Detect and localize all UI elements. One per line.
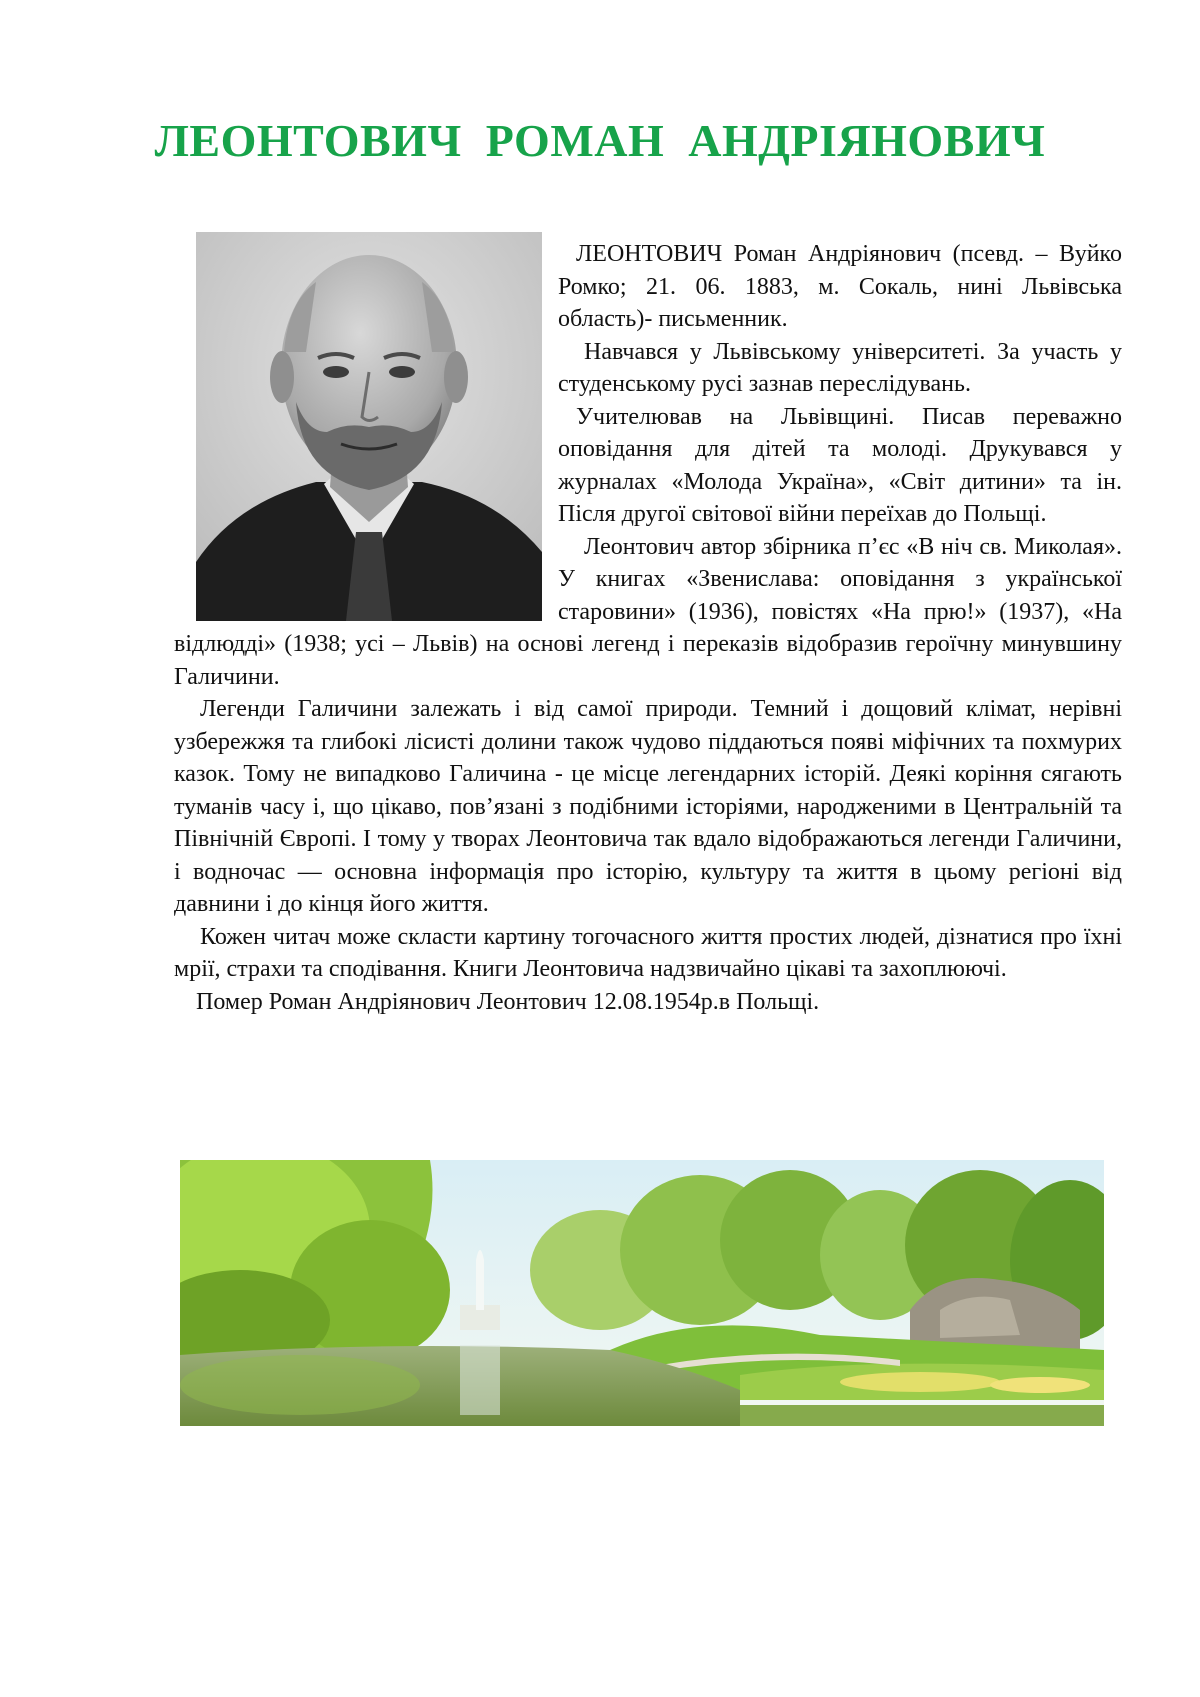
portrait-spacer [174,238,558,610]
page-title: ЛЕОНТОВИЧ РОМАН АНДРІЯНОВИЧ [154,115,1046,166]
bio-paragraph-1: ЛЕОНТОВИЧ Роман Андріянович (псевд. – Вуйко Ромко; 21. 06. 1883, м. Сокаль, нині Львівська область)- письменник. [558,241,1122,332]
bio-paragraph-2: Навчався у Львівському університеті. За участь у студенському русі зазнав переслідувань. [558,338,1122,397]
park-landscape-image [180,1160,1104,1426]
bio-paragraph-3: Учителював на Львівщині. Писав переважно оповідання для дітей та молоді. Друкувався у журналах «Молода Україна», «Світ дитини» та ін. Після другої світової війни переїхав до Польщі. [558,403,1122,527]
bio-paragraph-7: Помер Роман Андріянович Леонтович 12.08.1954р.в Польщі. [196,988,820,1015]
bio-paragraph-6: Кожен читач може скласти картину тогочасного життя простих людей, дізнатися про їхні мрії, страхи та сподівання. Книги Леонтовича надзвичайно цікаві та захоплюючі. [174,923,1122,982]
biography-text [174,238,1122,1018]
bio-paragraph-5: Легенди Галичини залежать і від самої природи. Темний і дощовий клімат, нерівні узбережжя та глибокі лісисті долини також чудово піддаються появі міфічних та похмурих казок. Тому не випадково Галичина - це місце легендарних історій. Деякі коріння сягають туманів часу і, що цікаво, пов’язані з подібними історіями, народженими в Центральній та Північній Європі. І тому у творах Леонтовича так вдало відображаються легенди Галичини, і водночас — основна інформація про історію, культуру та життя в цьому регіоні від давнини і до кінця його життя. [174,696,1122,917]
bio-paragraph-4: Леонтович автор збірника п’єс «В ніч св. Миколая». У книгах «Звенислава: оповідання з української старовини» (1936), повістях «На прю!» (1937), «На відлюдді» (1938; усі – Львів) на основі легенд і переказів відобразив героїчну минувшину Галичини. [174,533,1122,690]
